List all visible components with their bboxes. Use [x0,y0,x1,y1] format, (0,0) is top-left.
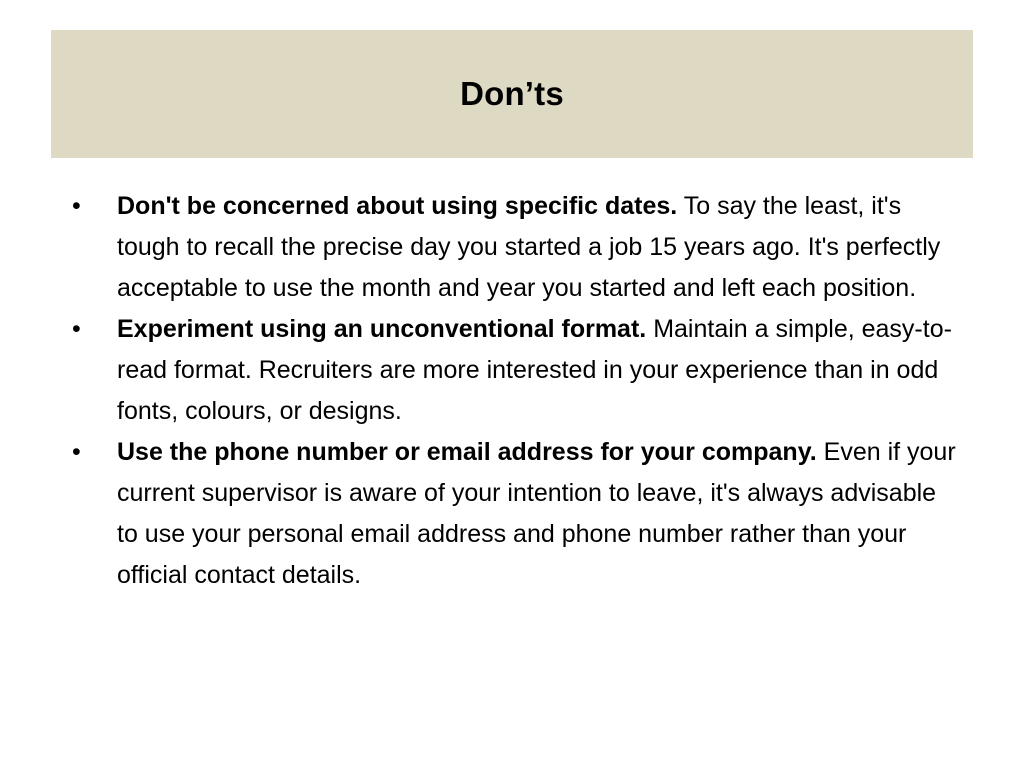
bullet-body: Even if your current supervisor is aware of your intention to leave, it's always advisable to use your personal email address and phone number rather than your official contact details. [117,438,956,589]
title-bar [51,30,973,158]
bullet-item-format [72,309,962,432]
slide-title: Don’ts [460,75,564,112]
bullet-item-dates [72,186,962,309]
bullet-dot-icon: • [72,438,81,466]
bullet-heading: Use the phone number or email address for your company. [117,438,817,466]
bullet-dot-icon: • [72,315,81,343]
bullet-body: Maintain a simple, easy-to-read format. Recruiters are more interested in your experience than in odd fonts, colours, or designs. [117,315,952,425]
bullet-list [72,186,962,596]
bullet-heading: Experiment using an unconventional format. [117,315,647,343]
bullet-heading: Don't be concerned about using specific dates. [117,192,678,220]
bullet-body: To say the least, it's tough to recall the precise day you started a job 15 years ago. It's perfectly acceptable to use the month and year you started and left each position. [117,192,941,302]
bullet-item-contact [72,432,962,596]
bullet-dot-icon: • [72,192,81,220]
